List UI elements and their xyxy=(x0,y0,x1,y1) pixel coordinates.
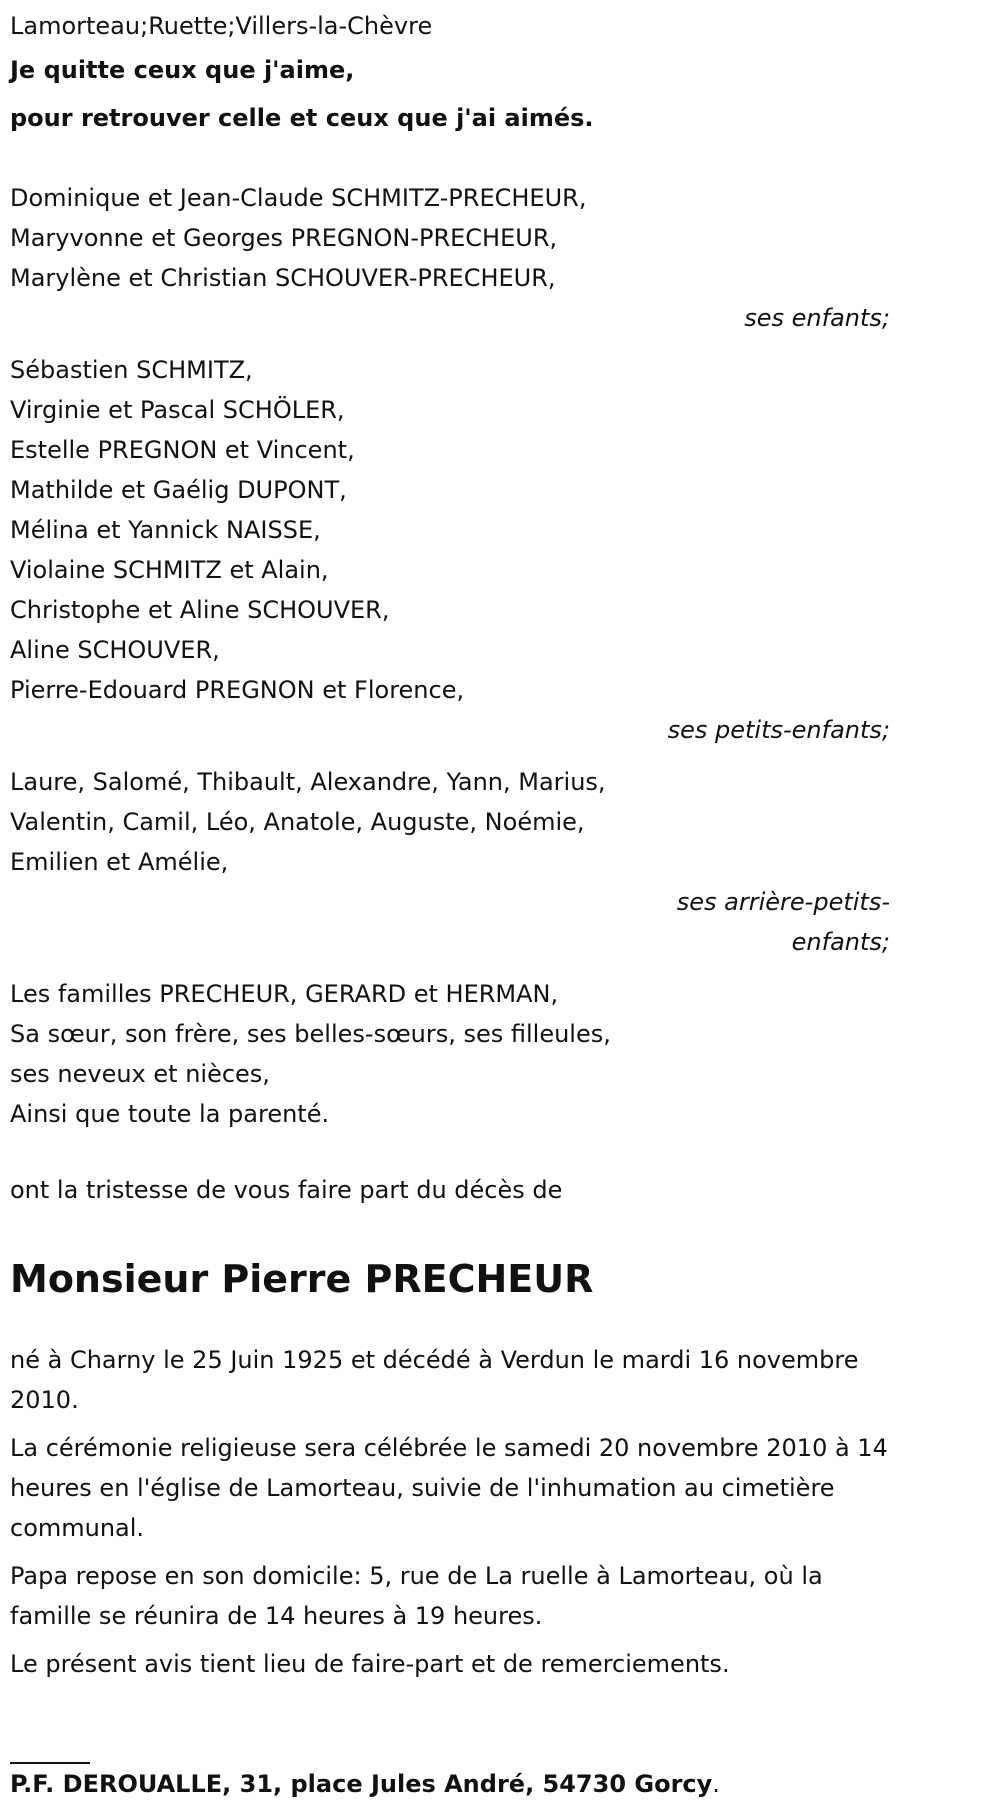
family-line: Ainsi que toute la parenté. xyxy=(10,1100,330,1128)
divider xyxy=(10,1724,90,1764)
grandchild-name: Sébastien SCHMITZ, xyxy=(10,356,253,384)
deceased-name: Monsieur Pierre PRECHEUR xyxy=(10,1257,594,1301)
footer-period: . xyxy=(712,1770,720,1798)
great-grandchild-names: Laure, Salomé, Thibault, Alexandre, Yann, Marius, xyxy=(10,768,606,796)
children-label: ses enfants; xyxy=(744,304,890,332)
grandchild-name: Aline SCHOUVER, xyxy=(10,636,220,664)
grandchildren-label: ses petits-enfants; xyxy=(667,716,890,744)
family-line: Sa sœur, son frère, ses belles-sœurs, ses filleules, xyxy=(10,1020,611,1048)
great-grandchildren-section xyxy=(10,762,890,962)
family-line: ses neveux et nièces, xyxy=(10,1060,270,1088)
children-name: Dominique et Jean-Claude SCHMITZ-PRECHEUR, xyxy=(10,184,587,212)
quote-line-1: Je quitte ceux que j'aime, xyxy=(10,56,355,84)
great-grandchild-names: Valentin, Camil, Léo, Anatole, Auguste, Noémie, xyxy=(10,808,585,836)
family-line: Les familles PRECHEUR, GERARD et HERMAN, xyxy=(10,980,559,1008)
great-grandchildren-label-line-2: enfants; xyxy=(791,928,890,956)
grandchild-name: Estelle PREGNON et Vincent, xyxy=(10,436,355,464)
grandchild-name: Pierre-Edouard PREGNON et Florence, xyxy=(10,676,465,704)
grandchild-name: Christophe et Aline SCHOUVER, xyxy=(10,596,390,624)
quote-line-2: pour retrouver celle et ceux que j'ai aimés. xyxy=(10,104,594,132)
family-section xyxy=(10,974,890,1134)
grandchild-name: Mélina et Yannick NAISSE, xyxy=(10,516,321,544)
grandchild-name: Virginie et Pascal SCHÖLER, xyxy=(10,396,345,424)
great-grandchild-names: Emilien et Amélie, xyxy=(10,848,229,876)
ceremony-paragraph: La cérémonie religieuse sera célébrée le samedi 20 novembre 2010 à 14 heures en l'église de Lamorteau, suivie de l'inhumation au cimetière communal. xyxy=(10,1434,888,1542)
great-grandchildren-label xyxy=(10,882,890,962)
funeral-home-text: P.F. DEROUALLE, 31, place Jules André, 54730 Gorcy xyxy=(10,1770,713,1798)
grandchildren-section xyxy=(10,350,890,750)
obituary-notice xyxy=(10,0,890,1804)
grandchild-name: Violaine SCHMITZ et Alain, xyxy=(10,556,329,584)
great-grandchildren-label-line-1: ses arrière-petits- xyxy=(676,888,890,916)
notice-paragraph: Le présent avis tient lieu de faire-part et de remerciements. xyxy=(10,1650,730,1678)
rest-paragraph: Papa repose en son domicile: 5, rue de La ruelle à Lamorteau, où la famille se réunira de 14 heures à 19 heures. xyxy=(10,1562,823,1630)
children-name: Maryvonne et Georges PREGNON-PRECHEUR, xyxy=(10,224,558,252)
children-section xyxy=(10,178,890,338)
locations-line: Lamorteau;Ruette;Villers-la-Chèvre xyxy=(10,12,433,40)
funeral-home-footer xyxy=(10,1764,890,1804)
birth-death-paragraph: né à Charny le 25 Juin 1925 et décédé à Verdun le mardi 16 novembre 2010. xyxy=(10,1346,859,1414)
grandchild-name: Mathilde et Gaélig DUPONT, xyxy=(10,476,347,504)
announcement-intro: ont la tristesse de vous faire part du décès de xyxy=(10,1176,563,1204)
children-name: Marylène et Christian SCHOUVER-PRECHEUR, xyxy=(10,264,556,292)
